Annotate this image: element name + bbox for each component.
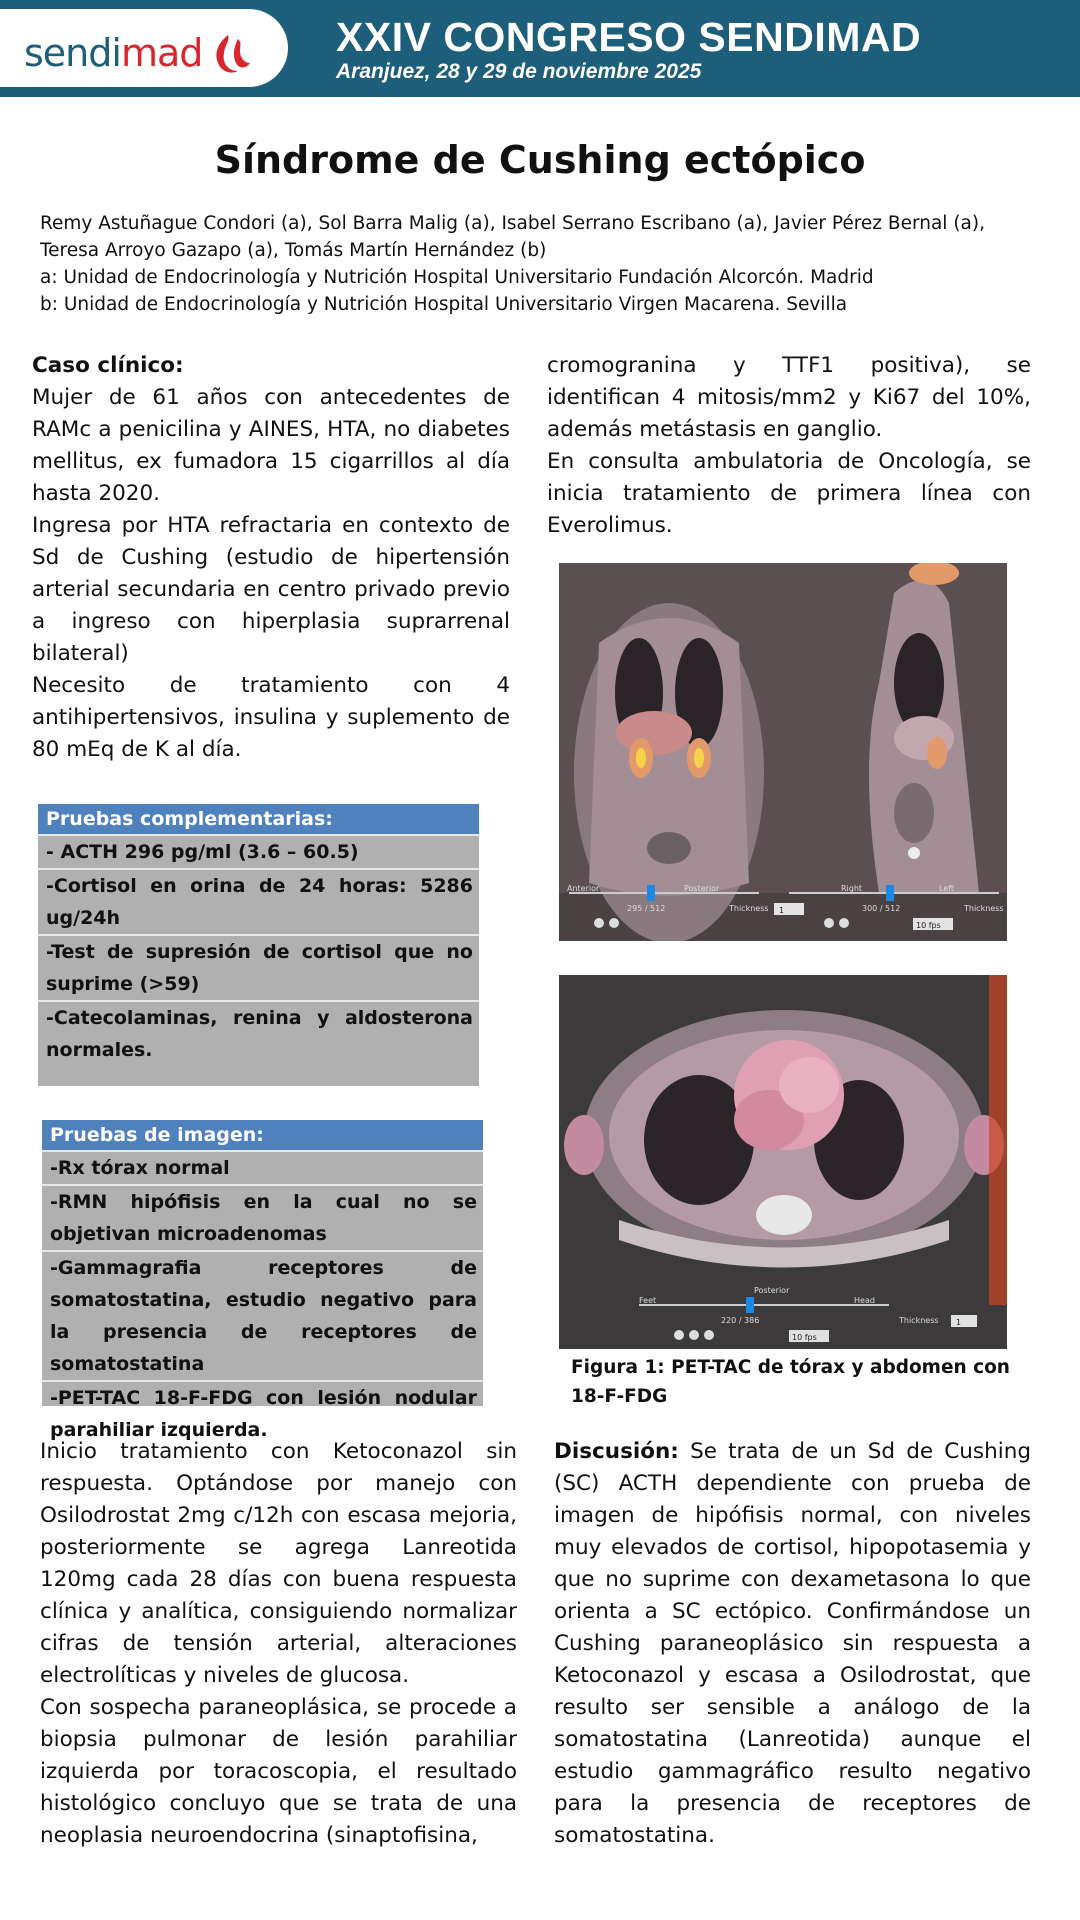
congress-title: XXIV CONGRESO SENDIMAD: [336, 14, 922, 60]
caso-clinico-section: [32, 350, 510, 766]
table-row: -Test de supresión de cortisol que no suprime (>59): [38, 934, 479, 1000]
table-header: Pruebas de imagen:: [42, 1120, 483, 1150]
discusion-paragraph: [554, 1436, 1031, 1852]
poster-title: Síndrome de Cushing ectópico: [214, 138, 866, 182]
table-row: - ACTH 296 pg/ml (3.6 – 60.5): [38, 834, 479, 868]
tratamiento-paragraph-1: Inicio tratamiento con Ketoconazol sin respuesta. Optándose por manejo con Osilodrostat 2mg c/12h con escasa mejoria, posteriormente se agrega Lanreotida 120mg cada 28 días con buena respuesta clínica y analítica, consiguiendo normalizar cifras de tensión arterial, alteraciones electrolíticas y niveles de glucosa.: [40, 1439, 517, 1688]
continuation-paragraph-1: cromogranina y TTF1 positiva), se identifican 4 mitosis/mm2 y Ki67 del 10%, además metástasis en ganglio.: [547, 353, 1031, 442]
tratamiento-paragraph-2: Con sospecha paraneoplásica, se procede a biopsia pulmonar de lesión parahiliar izquierda por toracoscopia, el resultado histológico concluyo que se trata de una neoplasia neuroendocrina (sinaptofisina,: [40, 1695, 517, 1848]
logo-main-text: sendi: [24, 31, 121, 75]
discusion-text: Se trata de un Sd de Cushing (SC) ACTH dependiente con prueba de imagen de hipófisis normal, con niveles muy elevados de cortisol, hipopotasemia y que no suprime con dexametasona lo que orienta a SC ectópico. Confirmándose un Cushing paraneoplásico sin respuesta a Ketoconazol y escasa a Osilodrostat, que resulto ser sensible a análogo de la somatostatina (Lanreotida) aunque el estudio gammagráfico resulto negativo para la presencia de receptores de somatostatina.: [554, 1439, 1031, 1848]
caso-heading: Caso clínico:: [32, 353, 184, 378]
caso-paragraph-2: Ingresa por HTA refractaria en contexto de Sd de Cushing (estudio de hipertensión arterial secundaria en centro privado previo a ingreso con hiperplasia suprarrenal bilateral): [32, 513, 510, 666]
pruebas-imagen-table: [42, 1120, 483, 1441]
thickness-value-a: 1: [779, 906, 785, 915]
pet-ct-axial-image: [559, 975, 1007, 1349]
figure-caption: Figura 1: PET-TAC de tórax y abdomen con 18-F-FDG: [571, 1357, 1010, 1407]
thickness-label-b: Thickness: [964, 904, 1004, 913]
discusion-heading: Discusión:: [554, 1439, 679, 1464]
caso-paragraph-1: Mujer de 61 años con antecedentes de RAMc a penicilina y AINES, HTA, no diabetes mellitus, ex fumadora 15 cigarrillos al día hasta 2020.: [32, 385, 510, 506]
caso-paragraph-3: Necesito de tratamiento con 4 antihipertensivos, insulina y suplemento de 80 mEq de K al día.: [32, 673, 510, 762]
label-posterior-axial: Posterior: [754, 1286, 790, 1295]
table-row: -Catecolaminas, renina y aldosterona normales.: [38, 1000, 479, 1066]
thickness-value-axial: 1: [956, 1318, 962, 1327]
slice-readout-a: 295 / 512: [627, 904, 666, 913]
label-left: Left: [939, 884, 955, 893]
fps-value-a: 10 fps: [916, 921, 941, 930]
authors-list: Remy Astuñague Condori (a), Sol Barra Malig (a), Isabel Serrano Escribano (a), Javier Pérez Bernal (a), Teresa Arroyo Gazapo (a), Tomás Martín Hernández (b): [40, 213, 985, 261]
continuation-section: [547, 350, 1031, 542]
table-row: -PET-TAC 18-F-FDG con lesión nodular parahiliar izquierda.: [42, 1380, 483, 1446]
pet-ct-coronal-sagittal-image: [559, 563, 1007, 941]
pruebas-complementarias-table: [38, 804, 479, 1086]
thickness-label-axial: Thickness: [899, 1316, 939, 1325]
tratamiento-section: [40, 1436, 517, 1852]
label-head: Head: [854, 1296, 875, 1305]
table-row: -Rx tórax normal: [42, 1150, 483, 1184]
thickness-label-a: Thickness: [729, 904, 769, 913]
slice-readout-axial: 220 / 386: [721, 1316, 760, 1325]
congress-subtitle: Aranjuez, 28 y 29 de noviembre 2025: [336, 60, 702, 83]
table-row: -RMN hipófisis en la cual no se objetivan microadenomas: [42, 1184, 483, 1250]
label-right: Right: [841, 884, 863, 893]
affiliation-b: b: Unidad de Endocrinología y Nutrición Hospital Universitario Virgen Macarena. Sevilla: [40, 294, 848, 315]
label-posterior: Posterior: [684, 884, 720, 893]
fps-value-axial: 10 fps: [792, 1333, 817, 1342]
pet-ct-axial-graphic: [559, 975, 1007, 1349]
poster-header: [0, 0, 1080, 97]
affiliation-a: a: Unidad de Endocrinología y Nutrición Hospital Universitario Fundación Alcorcón. Madrid: [40, 267, 874, 288]
logo: [0, 9, 288, 87]
slice-readout-b: 300 / 512: [862, 904, 901, 913]
pet-ct-scan-graphic: [559, 563, 1007, 941]
logo-wordmark: [24, 31, 202, 75]
label-feet: Feet: [639, 1296, 657, 1305]
label-anterior: Anterior: [567, 884, 600, 893]
continuation-paragraph-2: En consulta ambulatoria de Oncología, se inicia tratamiento de primera línea con Everolimus.: [547, 449, 1031, 538]
table-row: -Cortisol en orina de 24 horas: 5286 ug/24h: [38, 868, 479, 934]
table-row: -Gammagrafia receptores de somatostatina, estudio negativo para la presencia de receptores de somatostatina: [42, 1250, 483, 1380]
flame-logo-icon: [208, 31, 254, 77]
discusion-section: [554, 1436, 1031, 1852]
authors-block: [40, 210, 1010, 318]
logo-accent-text: mad: [120, 31, 203, 75]
table-header: Pruebas complementarias:: [38, 804, 479, 834]
